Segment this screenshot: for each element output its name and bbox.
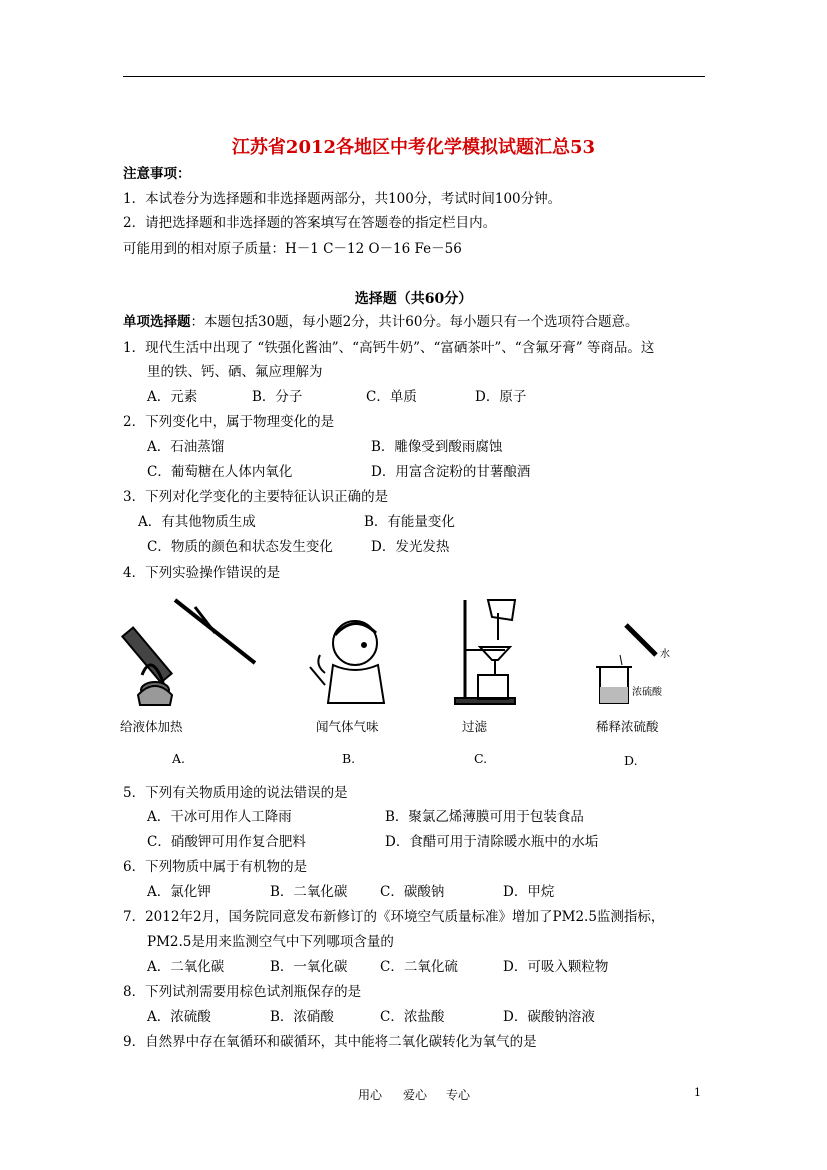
q5-option-b: B．聚氯乙烯薄膜可用于包装食品 bbox=[385, 809, 584, 825]
note-2: 2．请把选择题和非选择题的答案填写在答题卷的指定栏目内。 bbox=[123, 215, 497, 231]
section-intro bbox=[123, 313, 638, 331]
q6-option-a: A．氯化钾 bbox=[147, 884, 211, 900]
test-tube-heating-illustration bbox=[122, 600, 255, 705]
q5-option-d: D．食醋可用于清除暖水瓶中的水垢 bbox=[385, 834, 599, 850]
q2-option-b: B．雕像受到酸雨腐蚀 bbox=[371, 439, 503, 455]
question-2: 2．下列变化中，属于物理变化的是 bbox=[123, 414, 335, 430]
q5-option-c: C．硝酸钾可用作复合肥料 bbox=[147, 834, 306, 850]
q3-option-c: C．物质的颜色和状态发生变化 bbox=[147, 539, 333, 555]
q8-option-c: C．浓盐酸 bbox=[380, 1009, 445, 1025]
q3-option-b: B．有能量变化 bbox=[364, 514, 455, 530]
q6-option-d: D．甲烷 bbox=[503, 884, 555, 900]
page-title: 江苏省2012各地区中考化学模拟试题汇总53 bbox=[231, 137, 596, 158]
note-1: 1．本试卷分为选择题和非选择题两部分，共100分，考试时间100分钟。 bbox=[123, 191, 562, 207]
experiment-figure bbox=[120, 595, 680, 775]
q7-option-c: C．二氧化硫 bbox=[380, 959, 458, 975]
q3-option-d: D．发光发热 bbox=[371, 539, 450, 555]
q7-option-b: B．一氧化碳 bbox=[270, 959, 348, 975]
question-1-line2: 里的铁、钙、硒、氟应理解为 bbox=[147, 364, 323, 380]
letter-a: A. bbox=[172, 751, 186, 766]
question-5: 5．下列有关物质用途的说法错误的是 bbox=[123, 785, 348, 801]
q8-option-d: D．碳酸钠溶液 bbox=[503, 1009, 595, 1025]
q1-option-d: D．原子 bbox=[475, 389, 527, 405]
q8-option-b: B．浓硝酸 bbox=[270, 1009, 334, 1025]
question-1-line1: 1．现代生活中出现了 “铁强化酱油”、“高钙牛奶”、“富硒茶叶”、“含氟牙膏” 等商品。这 bbox=[123, 340, 655, 356]
smelling-gas-illustration bbox=[310, 621, 384, 703]
question-8: 8．下列试剂需要用棕色试剂瓶保存的是 bbox=[123, 984, 362, 1000]
q6-option-b: B．二氧化碳 bbox=[270, 884, 348, 900]
header-rule bbox=[123, 76, 705, 77]
footer-text-2: 爱心 bbox=[403, 1088, 428, 1102]
filtration-illustration bbox=[455, 600, 515, 704]
q2-option-d: D．用富含淀粉的甘薯酿酒 bbox=[371, 464, 531, 480]
letter-d: D. bbox=[624, 753, 638, 768]
label-acid: 浓硫酸 bbox=[632, 687, 662, 698]
q3-option-a: A．有其他物质生成 bbox=[138, 514, 256, 530]
caption-b: 闻气体气味 bbox=[316, 719, 379, 734]
question-7-line2: PM2.5是用来监测空气中下列哪项含量的 bbox=[147, 934, 394, 950]
experiment-illustrations bbox=[120, 595, 680, 775]
q1-option-a: A．元素 bbox=[147, 389, 198, 405]
letter-c: C. bbox=[474, 751, 488, 766]
caption-d: 稀释浓硫酸 bbox=[596, 719, 659, 734]
section-intro-text: ：本题包括30题，每小题2分，共计60分。每小题只有一个选项符合题意。 bbox=[190, 314, 639, 330]
notice-heading: 注意事项： bbox=[123, 166, 191, 182]
question-4: 4．下列实验操作错误的是 bbox=[123, 565, 281, 581]
question-7-line1: 7．2012年2月，国务院同意发布新修订的《环境空气质量标准》增加了PM2.5监测指标， bbox=[123, 909, 665, 925]
q1-option-b: B．分子 bbox=[252, 389, 303, 405]
letter-b: B. bbox=[342, 751, 356, 766]
q1-option-c: C．单质 bbox=[366, 389, 417, 405]
q6-option-c: C．碳酸钠 bbox=[380, 884, 445, 900]
atomic-mass: 可能用到的相对原子质量：H－1 C－12 O－16 Fe－56 bbox=[123, 241, 462, 257]
q7-option-a: A．二氧化碳 bbox=[147, 959, 225, 975]
footer-text-1: 用心 bbox=[358, 1088, 383, 1102]
q8-option-a: A．浓硫酸 bbox=[147, 1009, 211, 1025]
q5-option-a: A．干冰可用作人工降雨 bbox=[147, 809, 292, 825]
q2-option-c: C．葡萄糖在人体内氧化 bbox=[147, 464, 293, 480]
section-title: 选择题（共60分） bbox=[354, 291, 473, 307]
question-9: 9．自然界中存在氧循环和碳循环，其中能将二氧化碳转化为氧气的是 bbox=[123, 1034, 537, 1050]
q2-option-a: A．石油蒸馏 bbox=[147, 439, 225, 455]
caption-c: 过滤 bbox=[462, 719, 488, 734]
q7-option-d: D．可吸入颗粒物 bbox=[503, 959, 609, 975]
question-3: 3．下列对化学变化的主要特征认识正确的是 bbox=[123, 489, 389, 505]
section-intro-label: 单项选择题 bbox=[123, 314, 191, 330]
page-number: 1 bbox=[694, 1086, 701, 1099]
question-6: 6．下列物质中属于有机物的是 bbox=[123, 859, 308, 875]
footer-text-3: 专心 bbox=[446, 1088, 471, 1102]
caption-a: 给液体加热 bbox=[120, 719, 183, 734]
label-water: 水 bbox=[660, 649, 670, 660]
